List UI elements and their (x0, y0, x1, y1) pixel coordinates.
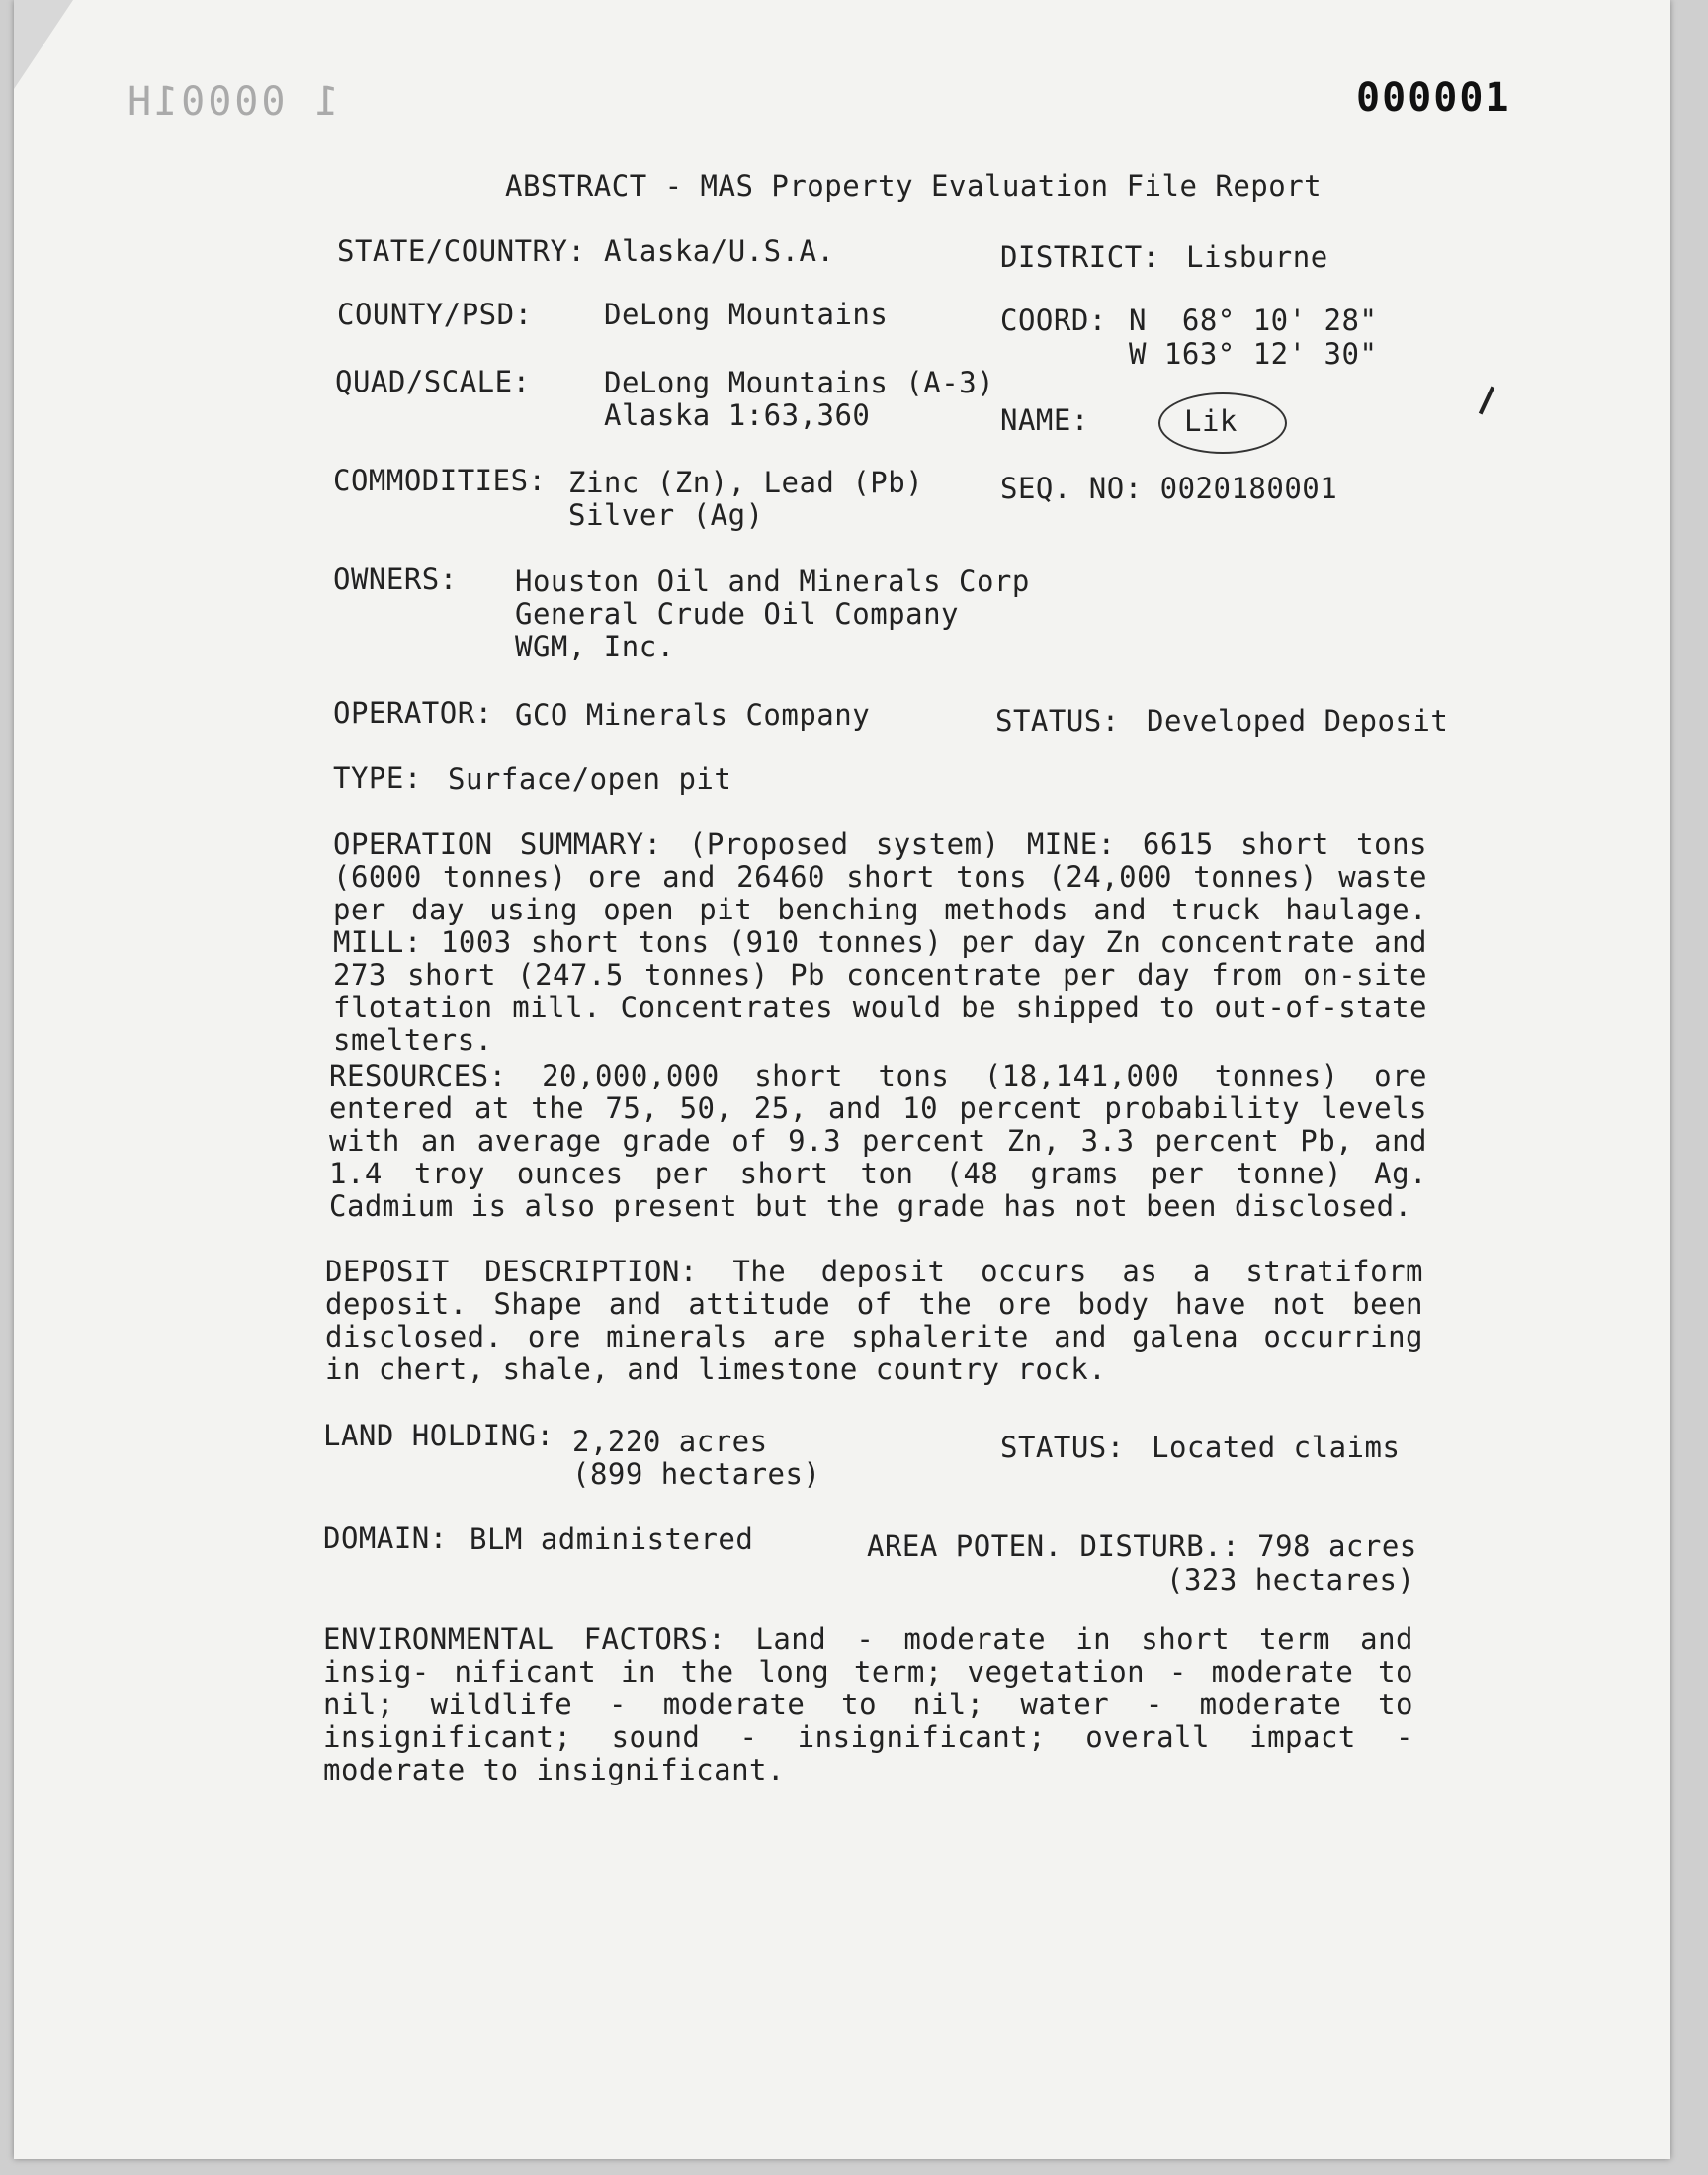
area-disturb-hectares: (323 hectares) (1166, 1563, 1415, 1597)
claims-status-label: STATUS: (1000, 1431, 1125, 1464)
type-value: Surface/open pit (448, 762, 732, 796)
name-label: NAME: (1000, 403, 1089, 437)
environmental-factors: ENVIRONMENTAL FACTORS: Land - moderate in short term and insig- nificant in the long term; vegetation - moderate to nil; wildlife - moderate to nil; water - moderate to insignificant; sound - insignificant; overall impact - moderate to insignificant. (323, 1622, 1413, 1786)
document-page (14, 0, 1670, 2159)
coord-west: W 163° 12' 30" (1129, 337, 1378, 371)
type-label: TYPE: (333, 761, 422, 795)
owners-label: OWNERS: (333, 563, 458, 596)
owner-2: General Crude Oil Company (515, 597, 959, 631)
file-stamp: 000001 (1356, 75, 1511, 121)
state-value: Alaska/U.S.A. (604, 234, 835, 268)
claims-status-value: Located claims (1152, 1431, 1401, 1464)
quad-value-2: Alaska 1:63,360 (604, 398, 871, 432)
file-stamp-faint: 1 00001H (125, 79, 339, 125)
operator-label: OPERATOR: (333, 696, 493, 730)
area-disturb: AREA POTEN. DISTURB.: 798 acres (867, 1529, 1417, 1563)
status-label: STATUS: (995, 704, 1120, 738)
commodities-value-1: Zinc (Zn), Lead (Pb) (568, 466, 924, 499)
owner-1: Houston Oil and Minerals Corp (515, 565, 1030, 598)
resources: RESOURCES: 20,000,000 short tons (18,141,000 tonnes) ore entered at the 75, 50, 25, and 10 percent probability levels with an average grade of 9.3 percent Zn, 3.3 percent Pb, and 1.4 troy ounces per short ton (48 grams per tonne) Ag. Cadmium is also present but the grade has not been disclosed. (329, 1059, 1427, 1223)
operation-summary: OPERATION SUMMARY: (Proposed system) MINE: 6615 short tons (6000 tonnes) ore and 26460 short tons (24,000 tonnes) waste per day using open pit benching methods and truck haulage. MILL: 1003 short tons (910 tonnes) per day Zn concentrate and 273 short (247.5 tonnes) Pb concentrate per day from on-site flotation mill. Concentrates would be shipped to out-of-state smelters. (333, 827, 1427, 1057)
operator-value: GCO Minerals Company (515, 698, 871, 732)
folded-corner (14, 0, 73, 89)
district-value: Lisburne (1186, 240, 1328, 274)
domain-label: DOMAIN: (323, 1522, 448, 1555)
county-label: COUNTY/PSD: (337, 298, 533, 331)
county-value: DeLong Mountains (604, 298, 889, 331)
quad-value-1: DeLong Mountains (A-3) (604, 366, 995, 399)
state-label: STATE/COUNTRY: (337, 234, 586, 268)
pencil-mark (1479, 387, 1494, 415)
coord-north: N 68° 10' 28" (1129, 304, 1378, 337)
report-title: ABSTRACT - MAS Property Evaluation File Report (505, 169, 1323, 203)
land-holding-value-1: 2,220 acres (572, 1425, 768, 1458)
quad-label: QUAD/SCALE: (335, 365, 531, 398)
seq-no: SEQ. NO: 0020180001 (1000, 472, 1338, 505)
domain-value: BLM administered (470, 1522, 754, 1556)
district-label: DISTRICT: (1000, 240, 1160, 274)
land-holding-label: LAND HOLDING: (323, 1419, 555, 1452)
coord-label: COORD: (1000, 304, 1107, 337)
commodities-label: COMMODITIES: (333, 464, 547, 497)
deposit-description: DEPOSIT DESCRIPTION: The deposit occurs as a stratiform deposit. Shape and attitude of the ore body have not been disclosed. ore minerals are sphalerite and galena occurring in chert, shale, and limestone country rock. (325, 1255, 1423, 1386)
commodities-value-2: Silver (Ag) (568, 498, 764, 532)
status-value: Developed Deposit (1147, 704, 1449, 738)
owner-3: WGM, Inc. (515, 630, 675, 663)
land-holding-value-2: (899 hectares) (572, 1457, 821, 1491)
name-value: Lik (1184, 404, 1238, 438)
